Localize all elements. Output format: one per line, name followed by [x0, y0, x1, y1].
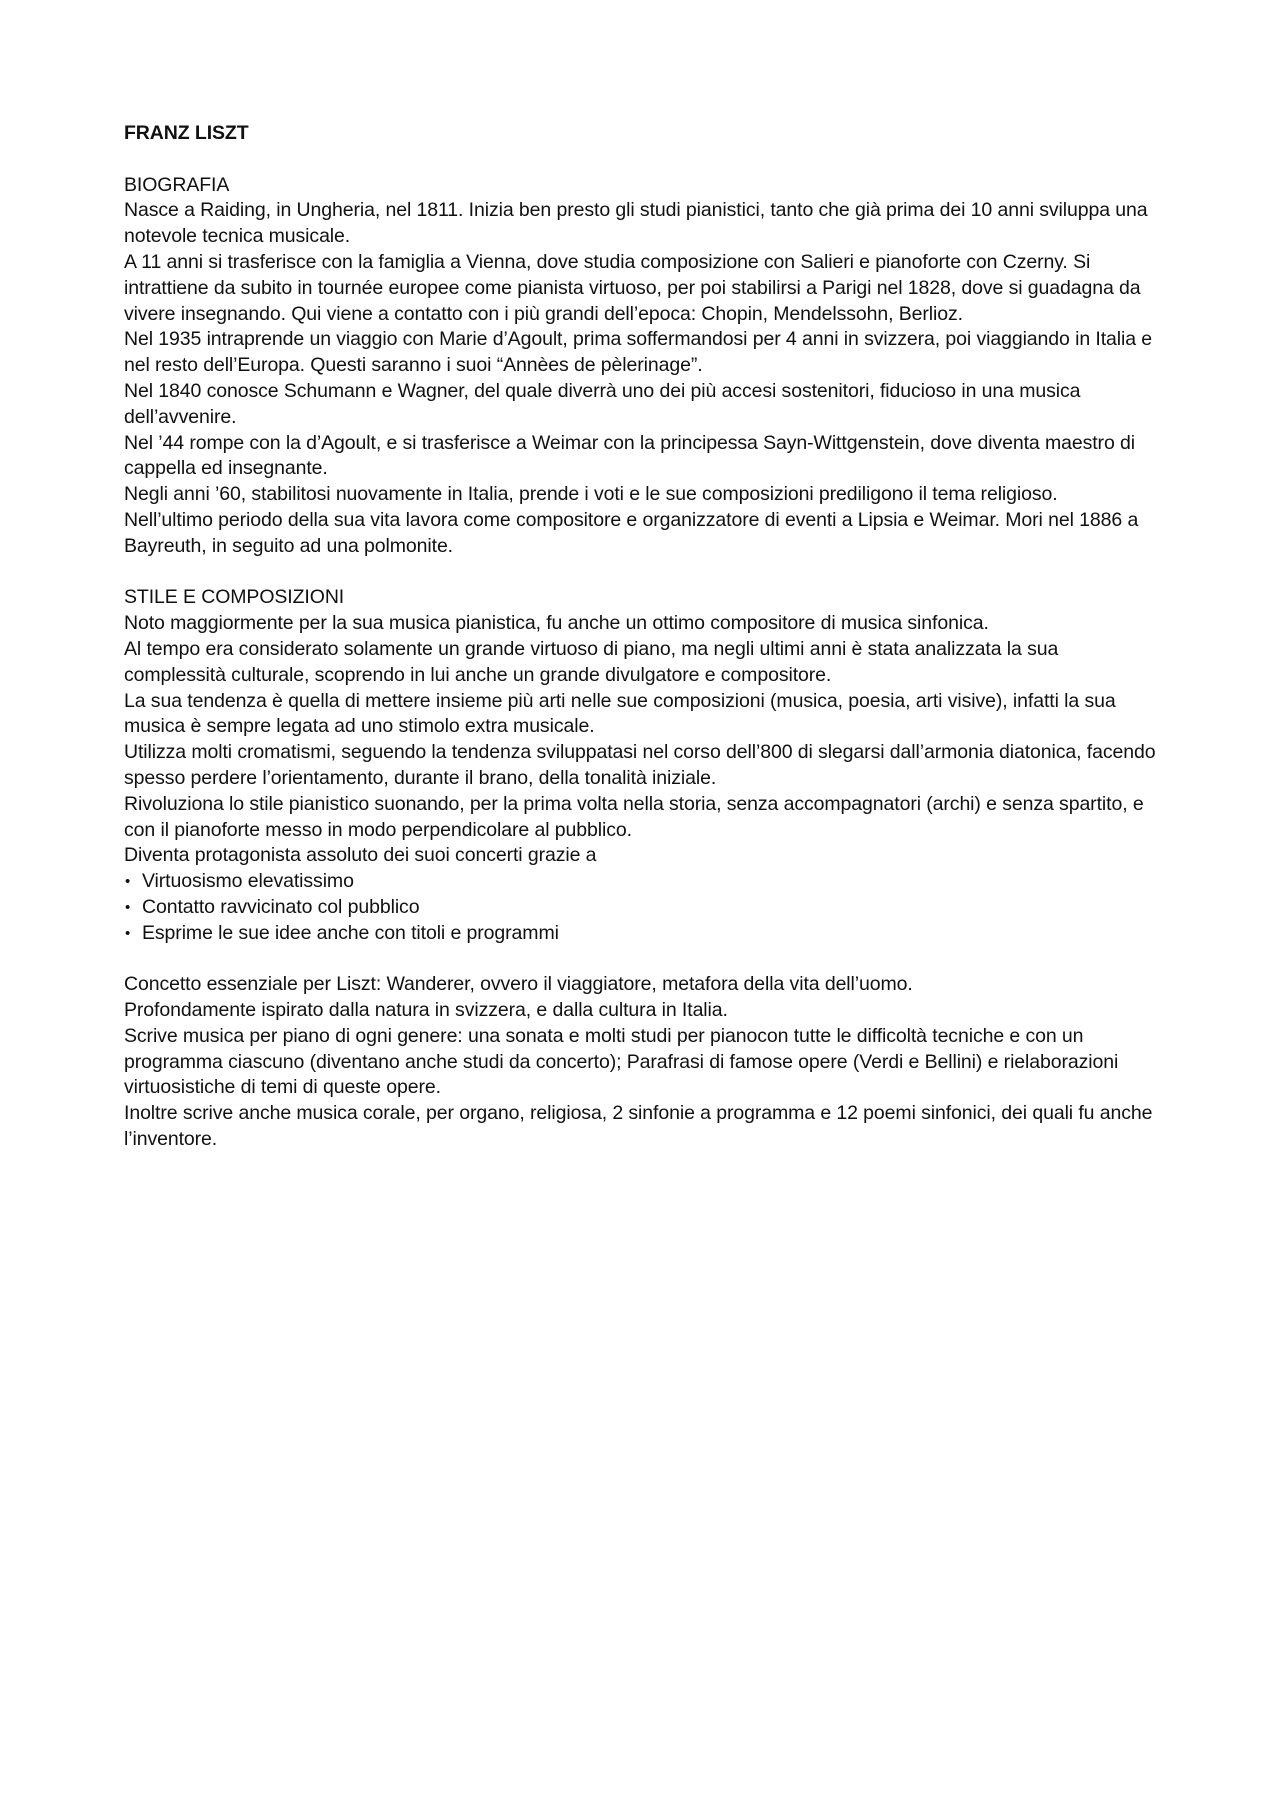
paragraph: Scrive musica per piano di ogni genere: una sonata e molti studi per pianocon tutte le difficoltà tecniche e con un programma ciascuno (diventano anche studi da concerto); Parafrasi di famose opere (Verdi e Bellini) e rielaborazioni virtuosistiche di temi di queste opere. — [124, 1024, 1119, 1099]
paragraph: Noto maggiormente per la sua musica pianistica, fu anche un ottimo compositore di musica sinfonica. — [124, 612, 989, 635]
paragraph: Negli anni ’60, stabilitosi nuovamente in Italia, prende i voti e le sue composizioni prediligono il tema religioso. — [124, 483, 1058, 506]
paragraph: Rivoluziona lo stile pianistico suonando, per la prima volta nella storia, senza accompagnatori (archi) e senza spartito, e con il pianoforte messo in modo perpendicolare al pubblico. — [124, 792, 1144, 841]
list-item: • Virtuosismo elevatissimo — [124, 869, 1164, 895]
paragraph: La sua tendenza è quella di mettere insieme più arti nelle sue composizioni (musica, poesia, arti visive), infatti la sua musica è sempre legata ad uno stimolo extra musicale. — [124, 689, 1116, 738]
section-conclusione — [124, 972, 1164, 1153]
spacer — [124, 947, 1164, 973]
bullet-list — [124, 869, 1164, 946]
section-heading-stile: STILE E COMPOSIZIONI — [124, 586, 345, 609]
paragraph: Inoltre scrive anche musica corale, per organo, religiosa, 2 sinfonie a programma e 12 poemi sinfonici, dei quali fu anche l’inventore. — [124, 1102, 1153, 1151]
paragraph: Diventa protagonista assoluto dei suoi concerti grazie a — [124, 844, 597, 867]
list-item: • Contatto ravvicinato col pubblico — [124, 895, 1164, 921]
section-stile — [124, 585, 1164, 946]
paragraph: Concetto essenziale per Liszt: Wanderer, ovvero il viaggiatore, metafora della vita dell’uomo. — [124, 973, 913, 996]
paragraph: Nel ’44 rompe con la d’Agoult, e si trasferisce a Weimar con la principessa Sayn-Wittgenstein, dove diventa maestro di cappella ed insegnante. — [124, 431, 1135, 480]
paragraph: Nasce a Raiding, in Ungheria, nel 1811. Inizia ben presto gli studi pianistici, tanto che già prima dei 10 anni sviluppa una notevole tecnica musicale. — [124, 199, 1148, 248]
list-item: • Esprime le sue idee anche con titoli e programmi — [124, 921, 1164, 947]
spacer — [124, 147, 1164, 173]
paragraph: A 11 anni si trasferisce con la famiglia a Vienna, dove studia composizione con Salieri e pianoforte con Czerny. Si intrattiene da subito in tournée europee come pianista virtuoso, per poi stabilirsi a Parigi nel 1828, dove si guadagna da vivere insegnando. Qui viene a contatto con i più grandi dell’epoca: Chopin, Mendelssohn, Berlioz. — [124, 250, 1141, 325]
paragraph: Utilizza molti cromatismi, seguendo la tendenza sviluppatasi nel corso dell’800 di slegarsi dall’armonia diatonica, facendo spesso perdere l’orientamento, durante il brano, della tonalità iniziale. — [124, 741, 1156, 789]
paragraph: Al tempo era considerato solamente un grande virtuoso di piano, ma negli ultimi anni è stata analizzata la sua complessità culturale, scoprendo in lui anche un grande divulgatore e compositore. — [124, 637, 1059, 686]
paragraph: Nel 1840 conosce Schumann e Wagner, del quale diverrà uno dei più accesi sostenitori, fiducioso in una musica dell’avvenire. — [124, 379, 1081, 428]
document-page — [124, 121, 1164, 1153]
paragraph: Nel 1935 intraprende un viaggio con Marie d’Agoult, prima soffermandosi per 4 anni in svizzera, poi viaggiando in Italia e nel resto dell’Europa. Questi saranno i suoi “Annèes de pèlerinage”. — [124, 328, 1153, 377]
spacer — [124, 560, 1164, 586]
paragraph: Profondamente ispirato dalla natura in svizzera, e dalla cultura in Italia. — [124, 999, 728, 1022]
section-biografia — [124, 173, 1164, 560]
document-title: FRANZ LISZT — [124, 122, 249, 144]
paragraph: Nell’ultimo periodo della sua vita lavora come compositore e organizzatore di eventi a Lipsia e Weimar. Mori nel 1886 a Bayreuth, in seguito ad una polmonite. — [124, 508, 1139, 557]
section-heading-biografia: BIOGRAFIA — [124, 173, 230, 196]
